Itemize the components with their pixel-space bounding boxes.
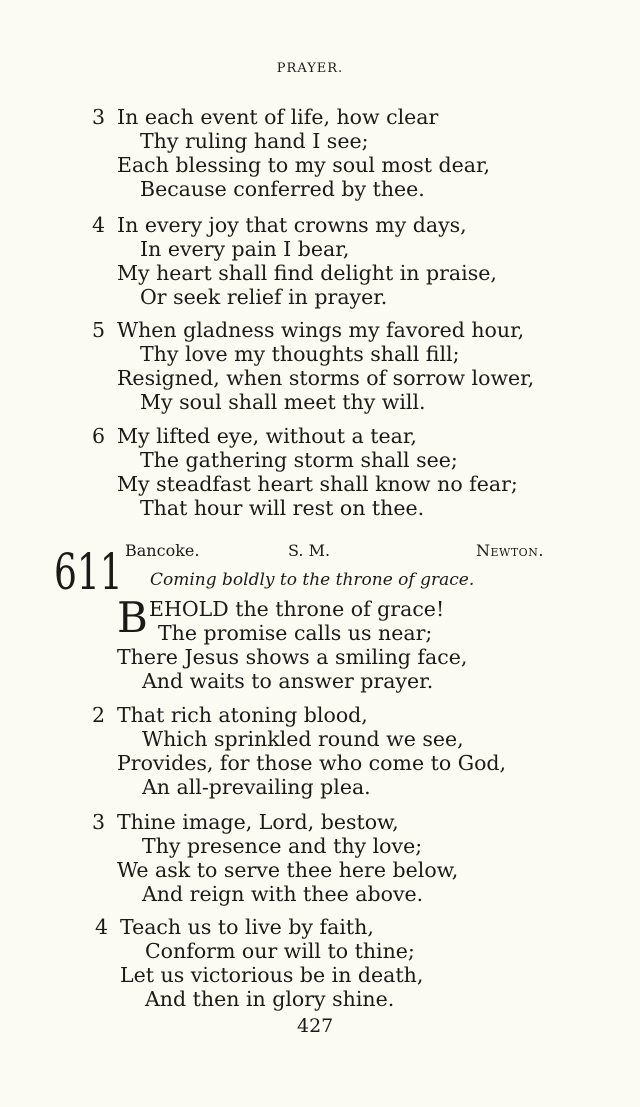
verse-line: Conform our will to thine;: [145, 939, 415, 963]
verse-line: In each event of life, how clear: [117, 105, 439, 129]
verse-line: In every pain I bear,: [140, 237, 350, 261]
verse-line: An all-prevailing plea.: [142, 775, 371, 799]
verse-line: And reign with thee above.: [142, 882, 424, 906]
verse-line: Each blessing to my soul most dear,: [117, 153, 491, 177]
verse-line: That hour will rest on thee.: [140, 496, 425, 520]
verse-line: The gathering storm shall see;: [140, 448, 458, 472]
page-number: 427: [297, 1015, 334, 1037]
verse-line: The promise calls us near;: [158, 621, 433, 645]
verse-line: Thy presence and thy love;: [142, 834, 423, 858]
verse-line: Or seek relief in prayer.: [140, 285, 388, 309]
verse-line: When gladness wings my favored hour,: [117, 318, 525, 342]
verse-line: In every joy that crowns my days,: [117, 213, 467, 237]
running-head: PRAYER.: [276, 61, 344, 76]
stanza-number: 5: [92, 318, 106, 342]
verse-line: Thine image, Lord, bestow,: [117, 810, 399, 834]
verse-line: Provides, for those who come to God,: [117, 751, 507, 775]
verse-line: We ask to serve thee here below,: [117, 858, 459, 882]
verse-line: Thy love my thoughts shall fill;: [140, 342, 460, 366]
drop-cap: B: [117, 593, 148, 642]
verse-line: My soul shall meet thy will.: [140, 390, 426, 414]
meter: S. M.: [288, 541, 331, 560]
verse-line: Teach us to live by faith,: [120, 915, 374, 939]
verse-line: Which sprinkled round we see,: [142, 727, 464, 751]
verse-line: Let us victorious be in death,: [120, 963, 424, 987]
stanza-number: 3: [92, 810, 106, 834]
verse-line: And waits to answer prayer.: [142, 669, 434, 693]
verse-line: My steadfast heart shall know no fear;: [117, 472, 518, 496]
hymn-subtitle: Coming boldly to the throne of grace.: [150, 570, 475, 590]
verse-line: Because conferred by thee.: [140, 177, 425, 201]
tune-name: Bancoke.: [125, 541, 200, 560]
verse-line: EHOLD the throne of grace!: [149, 597, 445, 621]
verse-line: My lifted eye, without a tear,: [117, 424, 417, 448]
stanza-number: 6: [92, 424, 106, 448]
verse-line: My heart shall find delight in praise,: [117, 261, 497, 285]
verse-line: Resigned, when storms of sorrow lower,: [117, 366, 535, 390]
hymn-number: 611: [54, 543, 123, 601]
verse-line: There Jesus shows a smiling face,: [117, 645, 468, 669]
verse-line: That rich atoning blood,: [117, 703, 368, 727]
stanza-number: 2: [92, 703, 106, 727]
verse-line: And then in glory shine.: [145, 987, 395, 1011]
stanza-number: 4: [95, 915, 109, 939]
stanza-number: 4: [92, 213, 106, 237]
author: Newton.: [476, 541, 544, 560]
stanza-number: 3: [92, 105, 106, 129]
verse-line: Thy ruling hand I see;: [140, 129, 369, 153]
